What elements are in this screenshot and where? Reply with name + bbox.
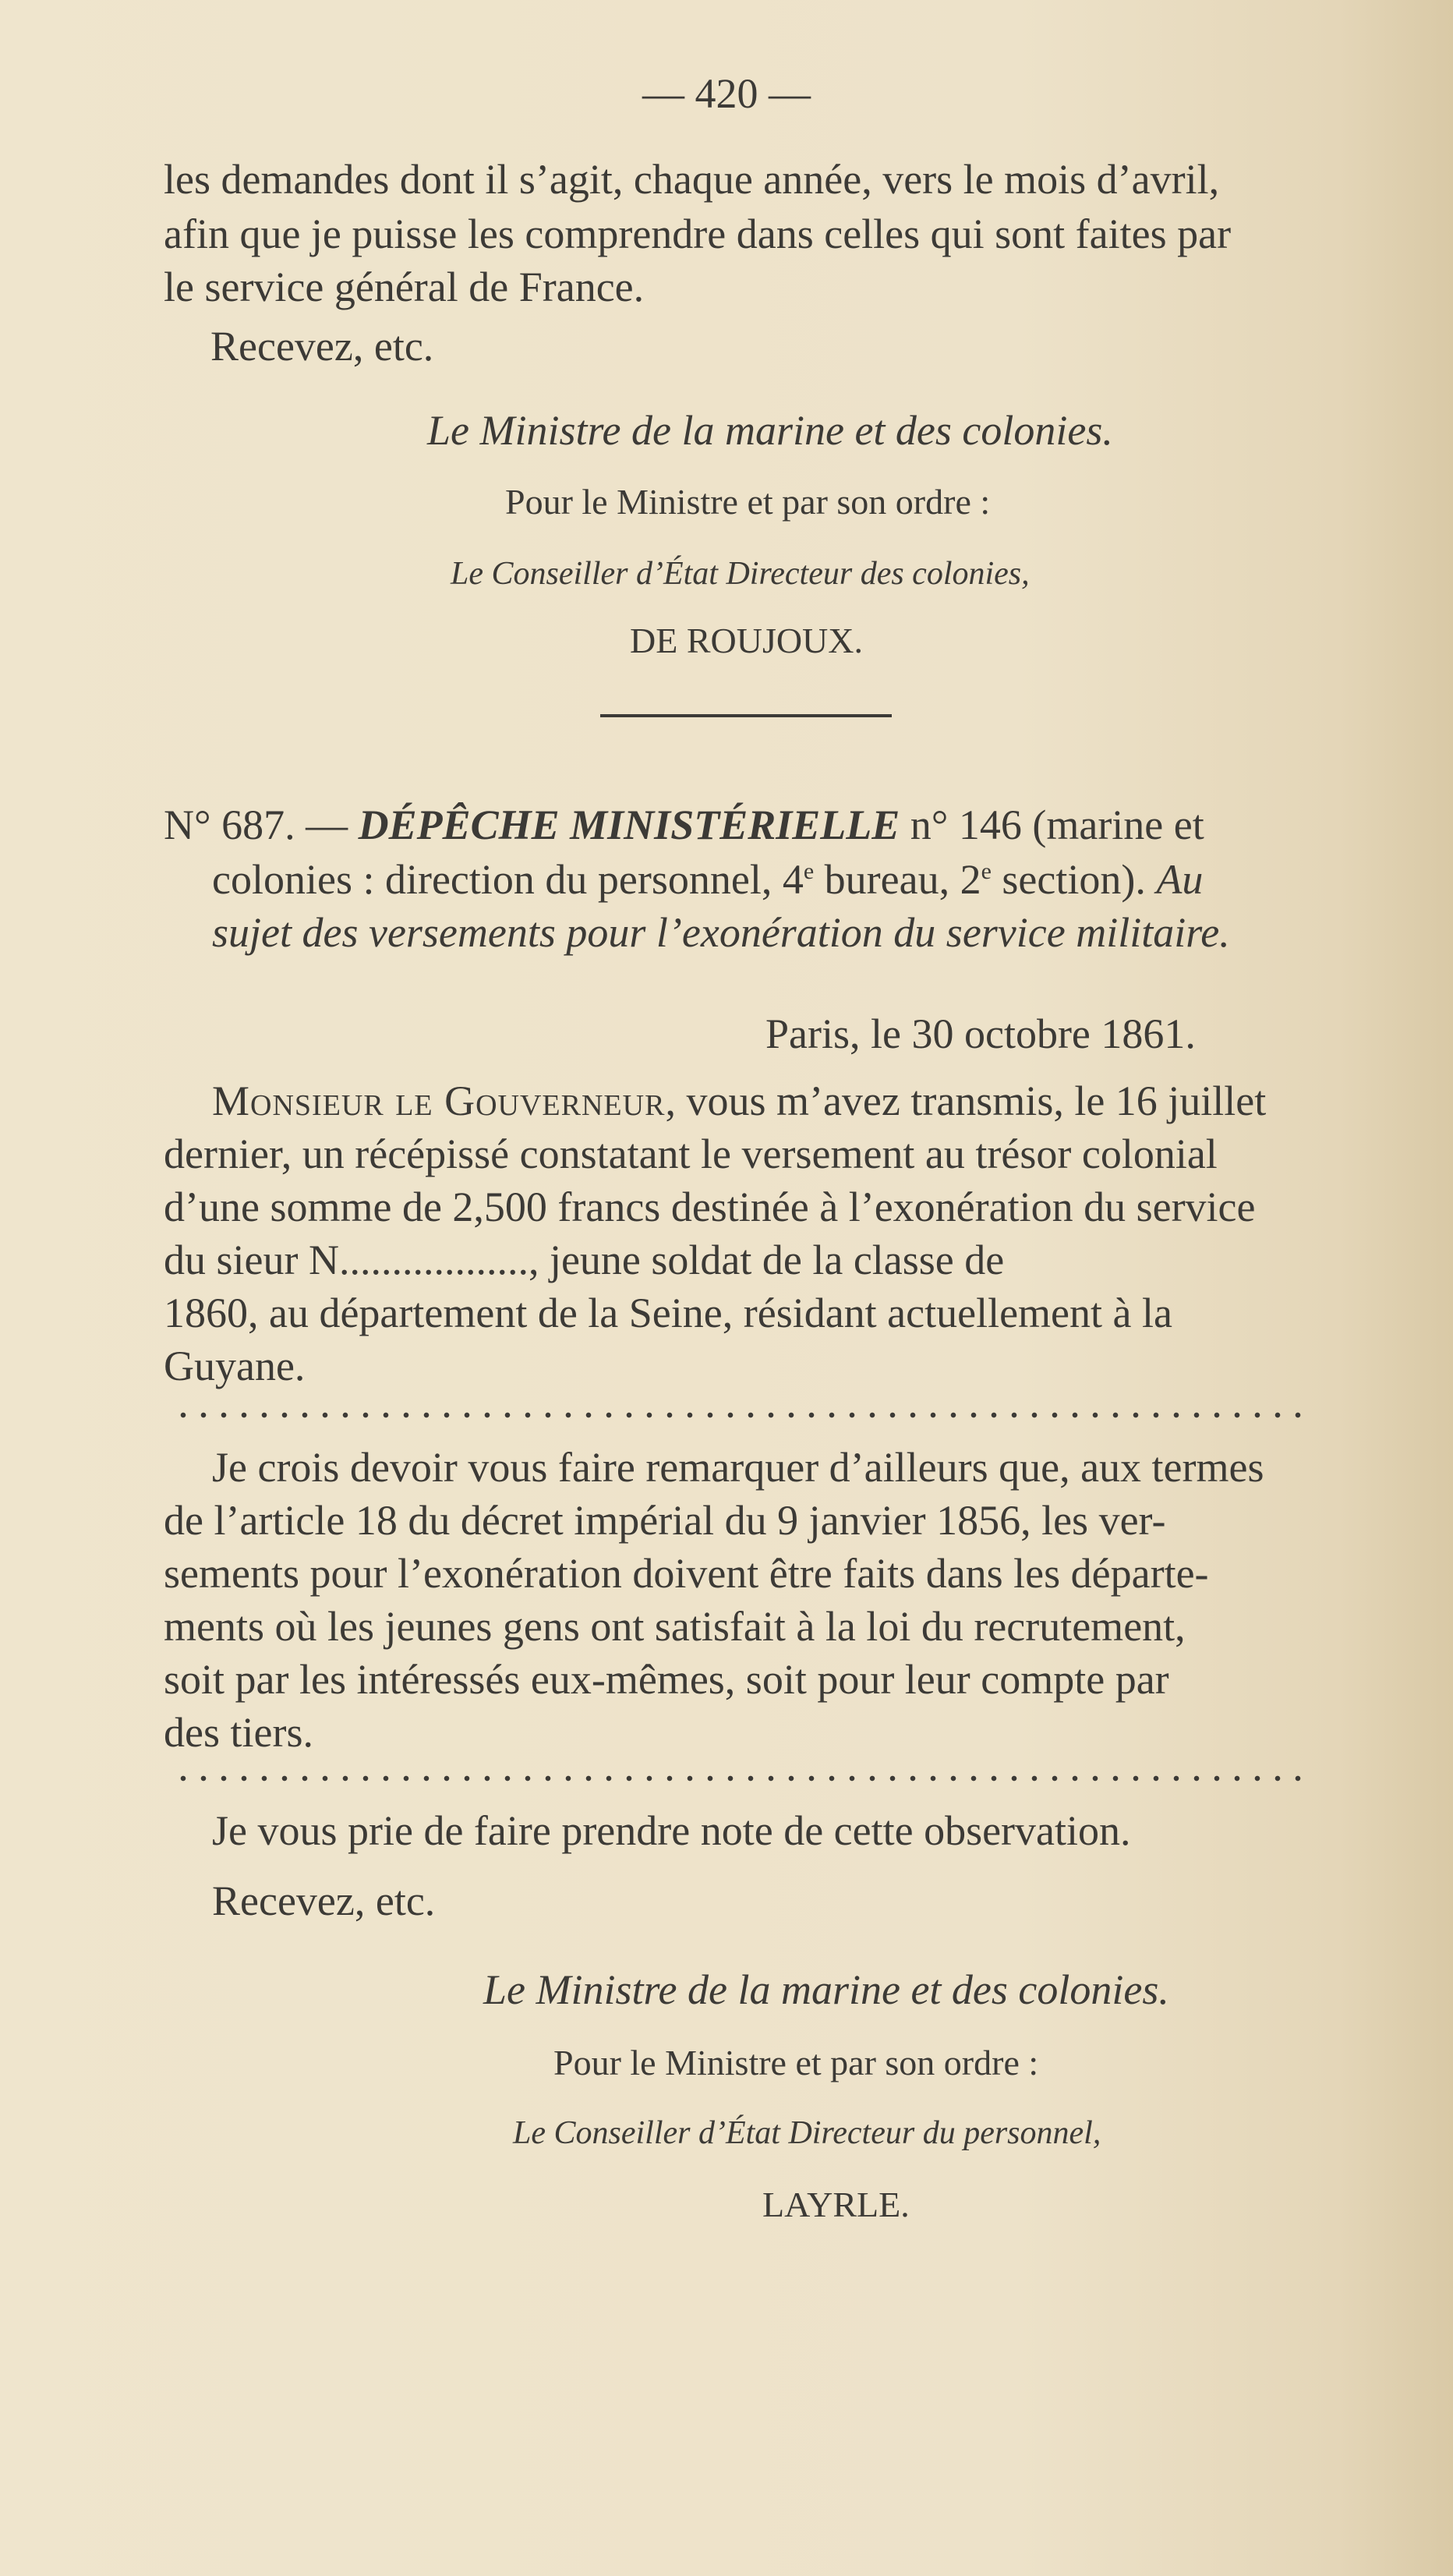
para2-line-4: ments où les jeunes gens ont satisfait à la loi du recrutement, <box>164 1603 1186 1650</box>
para2-line-1: Je crois devoir vous faire remarquer d’ailleurs que, aux termes <box>212 1444 1264 1491</box>
signature-title: Le Ministre de la marine et des colonies. <box>483 1966 1169 2013</box>
dispatch-subject: sujet des versements pour l’exonération du service militaire. <box>212 909 1230 956</box>
dispatch-heading-line-1 <box>164 800 1204 850</box>
prev-closing: Recevez, etc. <box>210 323 434 370</box>
dispatch-ref: n° 146 (marine et <box>910 801 1204 848</box>
para2-line-2: de l’article 18 du décret impérial du 9 janvier 1856, les ver- <box>164 1497 1166 1544</box>
ellipsis-row-2 <box>173 1775 1314 1782</box>
prev-signature-name: DE ROUJOUX. <box>630 621 863 660</box>
para1-line-6: Guyane. <box>164 1343 306 1389</box>
dispatch-heading-line-2: colonies : direction du personnel, 4e bureau, 2e section). Au <box>212 856 1204 903</box>
signature-position: Le Conseiller d’État Directeur du personnel, <box>513 2115 1101 2151</box>
dispatch-number: N° 687. — <box>164 801 348 848</box>
para2-line-3: sements pour l’exonération doivent être faits dans les départe- <box>164 1550 1209 1597</box>
prev-signature-order: Pour le Ministre et par son ordre : <box>505 482 991 522</box>
para1-line-2: dernier, un récépissé constatant le versement au trésor colonial <box>164 1131 1218 1177</box>
prev-text-line-2: afin que je puisse les comprendre dans celles qui sont faites par <box>164 211 1232 257</box>
prev-text-line-1: les demandes dont il s’agit, chaque année, vers le mois d’avril, <box>164 156 1220 203</box>
prev-signature-title: Le Ministre de la marine et des colonies. <box>427 407 1113 454</box>
signature-order: Pour le Ministre et par son ordre : <box>553 2043 1039 2082</box>
para2-line-6: des tiers. <box>164 1709 313 1756</box>
para3: Je vous prie de faire prendre note de cette observation. <box>212 1807 1131 1854</box>
salutation: Monsieur le Gouverneur <box>212 1077 666 1124</box>
dispatch-closing: Recevez, etc. <box>212 1877 436 1924</box>
prev-text-line-3: le service général de France. <box>164 264 645 310</box>
section-divider <box>600 714 892 717</box>
para1-line-4: du sieur N.................., jeune soldat de la classe de <box>164 1237 1005 1283</box>
dispatch-type: DÉPÊCHE MINISTÉRIELLE <box>358 801 900 848</box>
para1-line-1: Monsieur le Gouverneur, vous m’avez transmis, le 16 juillet <box>212 1077 1267 1124</box>
signature-name: LAYRLE. <box>762 2185 910 2224</box>
page-number: — 420 — <box>642 70 811 117</box>
dispatch-subject-start: Au <box>1156 856 1204 903</box>
dispatch-date: Paris, le 30 octobre 1861. <box>765 1010 1196 1057</box>
para1-line-5: 1860, au département de la Seine, résidant actuellement à la <box>164 1290 1172 1336</box>
para2-line-5: soit par les intéressés eux-mêmes, soit pour leur compte par <box>164 1656 1169 1703</box>
ellipsis-row-1 <box>173 1411 1314 1419</box>
prev-signature-position: Le Conseiller d’État Directeur des colonies, <box>451 556 1030 592</box>
para1-line-3: d’une somme de 2,500 francs destinée à l’exonération du service <box>164 1184 1256 1230</box>
